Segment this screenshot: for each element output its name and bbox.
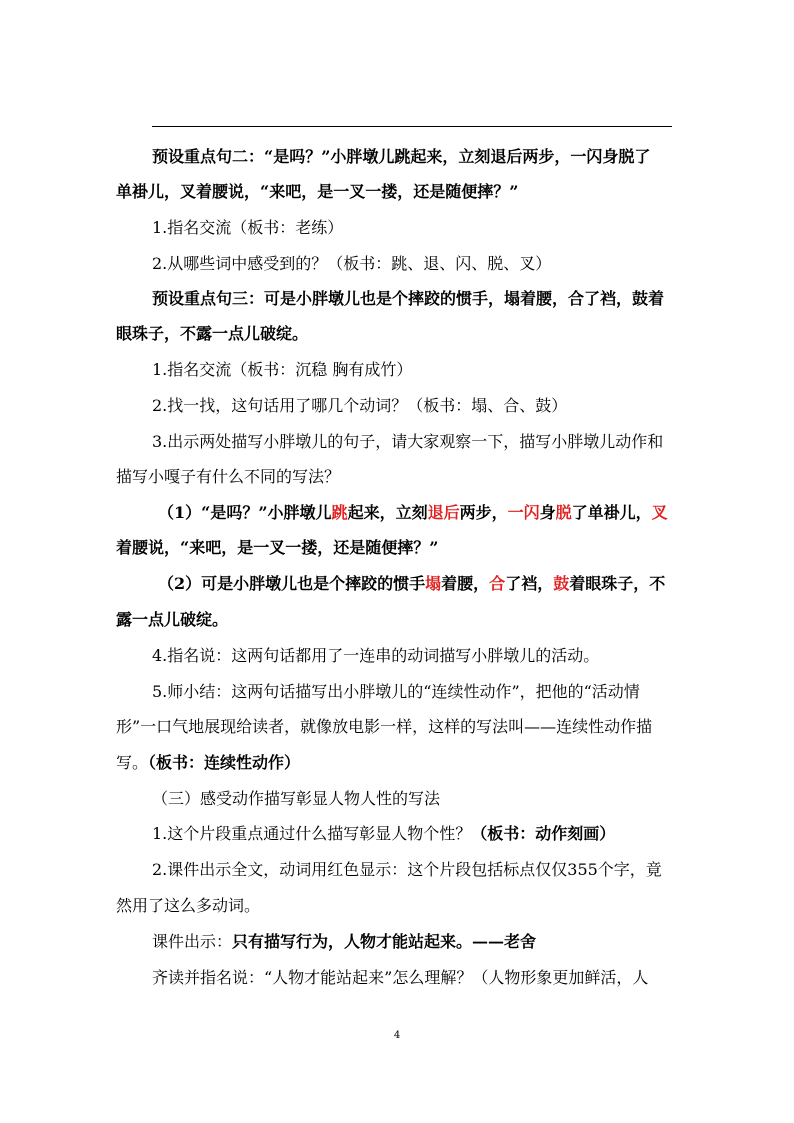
text-line: 形”一口气地展现给读者，就像放电影一样，这样的写法叫——连续性动作描 — [116, 717, 653, 736]
section-heading: （三）感受动作描写彰显人物人性的写法 — [152, 789, 441, 808]
text-line: 3.出示两处描写小胖墩儿的句子，请大家观察一下，描写小胖墩儿动作和 — [152, 432, 664, 451]
text-line: 齐读并指名说：“人物才能站起来”怎么理解？（人物形象更加鲜活，人 — [152, 968, 649, 987]
text-line: 预设重点句三：可是小胖墩儿也是个摔跤的惯手，塌着腰，合了裆，鼓着 — [152, 289, 665, 308]
text-line: （2）可是小胖墩儿也是个摔跤的惯手塌着腰，合了裆，鼓着眼珠子，不 — [158, 574, 666, 593]
page-number: 4 — [393, 1030, 401, 1041]
text-line: 4.指名说：这两句话都用了一连串的动词描写小胖墩儿的活动。 — [152, 646, 600, 665]
text-line: 2.课件出示全文，动词用红色显示：这个片段包括标点仅仅355个字，竟 — [152, 860, 662, 879]
text-line: 写。（板书：连续性动作） — [116, 753, 301, 772]
text-line: 2.找一找，这句话用了哪几个动词？（板书：塌、合、鼓） — [152, 396, 568, 415]
text-line: 课件出示：只有描写行为，人物才能站起来。——老舍 — [152, 932, 537, 951]
text-line: 眼珠子，不露一点儿破绽。 — [116, 324, 309, 343]
text-line: 1.指名交流（板书：老练） — [152, 218, 344, 237]
text-line: 预设重点句二：“是吗？”小胖墩儿跳起来，立刻退后两步，一闪身脱了 — [152, 147, 651, 166]
text-line: （1）“是吗？”小胖墩儿跳起来，立刻退后两步，一闪身脱了单褂儿，叉 — [158, 503, 668, 522]
text-line: 1.指名交流（板书：沉稳 胸有成竹） — [152, 360, 413, 379]
text-line: 2.从哪些词中感受到的？（板书：跳、退、闪、脱、叉） — [152, 254, 552, 273]
text-line: 然用了这么多动词。 — [116, 896, 261, 915]
text-line: 1.这个片段重点通过什么描写彰显人物个性？（板书：动作刻画） — [152, 824, 616, 843]
text-line: 单褂儿，叉着腰说，“来吧，是一叉一搂，还是随便摔？” — [116, 182, 519, 201]
text-line: 露一点儿破绽。 — [116, 610, 229, 629]
text-line: 5.师小结：这两句话描写出小胖墩儿的“连续性动作”，把他的“活动情 — [152, 682, 640, 701]
text-line: 描写小嘎子有什么不同的写法？ — [116, 467, 341, 486]
text-line: 着腰说，“来吧，是一叉一搂，还是随便摔？” — [116, 538, 439, 557]
header-rule — [152, 126, 672, 127]
